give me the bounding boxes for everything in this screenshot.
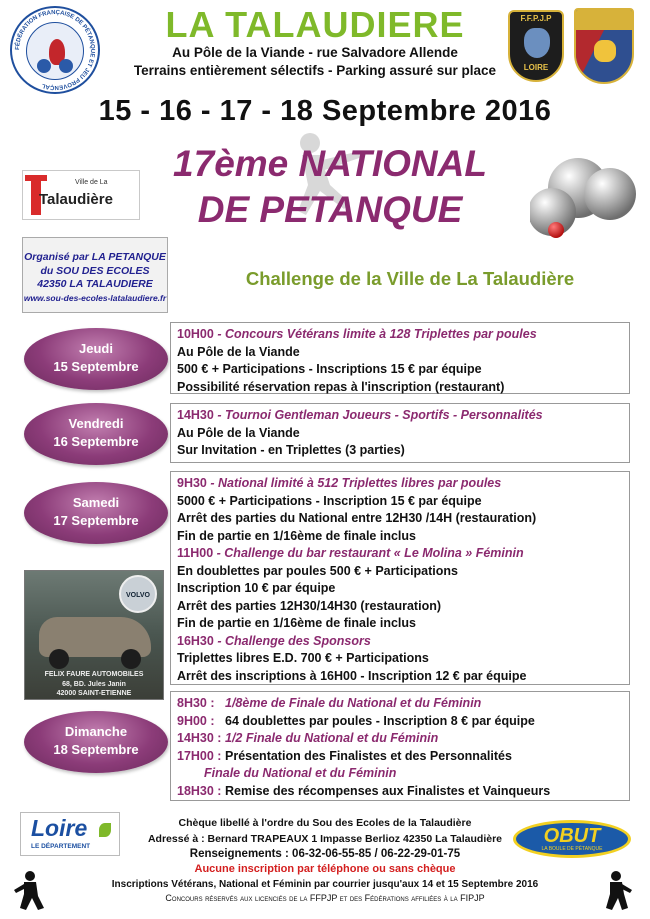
warning-text: Aucune inscription par téléphone ou sans chèque xyxy=(194,863,456,875)
schedule-row xyxy=(177,783,623,801)
schedule-text: Présentation des Finalistes et des Personnalités xyxy=(225,748,512,763)
talaudiere-logo-name: Talaudière xyxy=(39,191,113,208)
day-badge-dimanche xyxy=(24,711,168,773)
event-time: 9H30 xyxy=(177,476,207,490)
event-line: Au Pôle de la Viande xyxy=(177,344,300,359)
schedule-text: 1/2 Finale du National et du Féminin xyxy=(225,731,439,745)
cheque-info: Chèque libellé à l'ordre du Sou des Ecoles de la Talaudière xyxy=(178,817,472,829)
schedule-time: 18H30 : xyxy=(177,783,222,798)
license-notice: Concours réservés aux licenciés de la FFPJP et des Fédérations affiliées à la FIPJP xyxy=(165,893,485,903)
schedule-text: 64 doublettes par poules - Inscription 8 € par équipe xyxy=(225,713,535,728)
event-dates: 15 - 16 - 17 - 18 Septembre 2016 xyxy=(98,95,552,127)
player-silhouette-icon xyxy=(600,870,636,912)
dealer-address: 68, BD. Jules Janin xyxy=(62,681,126,688)
boules-icon xyxy=(530,150,640,240)
day-badge-jeudi xyxy=(24,328,168,390)
program-samedi xyxy=(170,471,630,685)
organiser-line1: Organisé par LA PETANQUE xyxy=(24,251,166,263)
schedule-time: 8H30 : xyxy=(177,696,215,710)
schedule-text: 1/8ème de Finale du National et du Féminin xyxy=(225,696,482,710)
day-badge-vendredi xyxy=(24,403,168,465)
address-info: Adressé à : Bernard TRAPEAUX 1 Impasse Berlioz 42350 La Talaudière xyxy=(147,833,503,845)
challenge-title: Challenge de la Ville de La Talaudière xyxy=(245,268,575,289)
ligue-rhone-alpes-logo xyxy=(574,8,634,84)
day-name: Samedi xyxy=(72,495,120,510)
dealer-name: FELIX FAURE AUTOMOBILES xyxy=(44,671,144,678)
event-heading xyxy=(177,475,623,493)
day-name: Dimanche xyxy=(64,724,128,739)
event-line: Possibilité réservation repas à l'inscription (restaurant) xyxy=(177,379,505,394)
schedule-row xyxy=(177,713,623,731)
event-line: Arrêt des parties 12H30/14H30 (restauration) xyxy=(177,598,442,613)
page-title: LA TALAUDIERE xyxy=(165,4,465,45)
talaudiere-logo-ville: Ville de La xyxy=(75,179,108,186)
schedule-text: Remise des récompenses aux Finalistes et Vainqueurs xyxy=(225,783,551,798)
day-date: 18 Septembre xyxy=(53,742,139,757)
day-date: 15 Septembre xyxy=(53,359,139,374)
registration-deadline: Inscriptions Vétérans, National et Féminin par courrier jusqu'aux 14 et 15 Septembre 2016 xyxy=(111,879,539,890)
event-line: Triplettes libres E.D. 700 € + Participations xyxy=(177,651,429,665)
event-heading xyxy=(177,407,623,425)
event-time: 14H30 xyxy=(177,408,214,422)
event-line: Inscription 10 € par équipe xyxy=(177,581,336,595)
organiser-line2: du SOU DES ECOLES xyxy=(40,264,150,277)
loire-shield-top: F.F.P.J.P xyxy=(520,14,552,23)
schedule-time: 14H30 : xyxy=(177,731,222,745)
contact-info: Renseignements : 06-32-06-55-85 / 06-22-29-01-75 xyxy=(189,848,461,860)
lion-icon xyxy=(594,40,616,62)
day-date: 17 Septembre xyxy=(53,513,139,528)
ffpjp-ring-text: FÉDÉRATION FRANÇAISE DE PÉTANQUE ET JEU PROVENÇAL xyxy=(14,9,96,91)
schedule-time: 9H00 : xyxy=(177,713,215,728)
obut-logo-name: OBUT xyxy=(543,825,601,847)
event-line: Fin de partie en 1/16ème de finale inclus xyxy=(177,616,416,630)
organiser-website: www.sou-des-ecoles-latalaudiere.fr xyxy=(23,292,167,303)
day-badge-samedi xyxy=(24,482,168,544)
loire-shield-label: LOIRE xyxy=(523,63,549,72)
volvo-badge: VOLVO xyxy=(119,575,157,613)
event-line: Au Pôle de la Viande xyxy=(177,425,300,440)
event-heading xyxy=(177,326,623,344)
facilities-line: Terrains entièrement sélectifs - Parking assuré sur place xyxy=(133,63,497,78)
talaudiere-logo xyxy=(22,170,140,220)
event-line: Sur Invitation - en Triplettes (3 parties) xyxy=(177,443,405,457)
event-heading xyxy=(177,545,623,563)
venue-line: Au Pôle de la Viande - rue Salvadore Allende xyxy=(172,45,458,60)
event-line: Arrêt des inscriptions à 16H00 - Inscription 12 € par équipe xyxy=(177,668,527,683)
loire-logo-name: Loire xyxy=(31,815,88,841)
event-title: - Concours Vétérans limite à 128 Triplettes par poules xyxy=(217,327,537,341)
program-dimanche xyxy=(170,691,630,801)
boule-icon xyxy=(37,59,51,73)
loire-departement-logo xyxy=(20,812,120,856)
dolphin-icon xyxy=(524,28,550,58)
player-silhouette-icon xyxy=(10,870,46,912)
ffpjp-logo xyxy=(10,6,100,94)
event-line: 500 € + Participations - Inscriptions 15 € par équipe xyxy=(177,362,482,376)
program-vendredi xyxy=(170,403,630,463)
schedule-row: Finale du National et du Féminin xyxy=(204,766,397,780)
schedule-row xyxy=(177,695,623,713)
organiser-line3: 42350 LA TALAUDIERE xyxy=(37,278,153,290)
dealer-city: 42000 SAINT-ETIENNE xyxy=(56,690,132,697)
obut-logo-sub: LA BOULE DE PÉTANQUE xyxy=(541,846,603,852)
event-time: 16H30 xyxy=(177,633,214,648)
organiser-box xyxy=(22,237,168,313)
program-jeudi xyxy=(170,322,630,394)
national-title-line2: DE PETANQUE xyxy=(197,189,463,230)
boule-icon xyxy=(59,59,73,73)
loire-logo-sub: LE DÉPARTEMENT xyxy=(31,843,91,850)
event-title: - Tournoi Gentleman Joueurs - Sportifs - Personnalités xyxy=(217,408,543,422)
national-title-line1: 17ème NATIONAL xyxy=(173,143,487,184)
day-name: Jeudi xyxy=(79,341,113,356)
schedule-time: 17H00 : xyxy=(177,748,222,763)
event-line: 5000 € + Participations - Inscription 15 € par équipe xyxy=(177,493,482,508)
event-line: En doublettes par poules 500 € + Participations xyxy=(177,563,458,578)
event-time: 11H00 xyxy=(177,546,214,560)
event-title: - Challenge du bar restaurant « Le Molina » Féminin xyxy=(216,546,524,560)
comite-loire-logo xyxy=(508,10,564,82)
schedule-row xyxy=(177,730,623,748)
event-heading xyxy=(177,633,623,651)
event-line: Arrêt des parties du National entre 12H30 /14H (restauration) xyxy=(177,511,537,525)
day-name: Vendredi xyxy=(68,416,124,431)
schedule-row xyxy=(177,748,623,766)
event-time: 10H00 xyxy=(177,327,214,341)
event-title: - National limité à 512 Triplettes libres par poules xyxy=(210,476,502,490)
volvo-sponsor-ad xyxy=(24,570,164,700)
day-date: 16 Septembre xyxy=(53,434,139,449)
ffpjp-emblem xyxy=(26,22,84,80)
leaf-icon xyxy=(99,823,111,837)
event-line: Fin de partie en 1/16ème de finale inclus xyxy=(177,528,416,543)
event-title: - Challenge des Sponsors xyxy=(217,633,371,648)
obut-logo xyxy=(513,820,631,858)
